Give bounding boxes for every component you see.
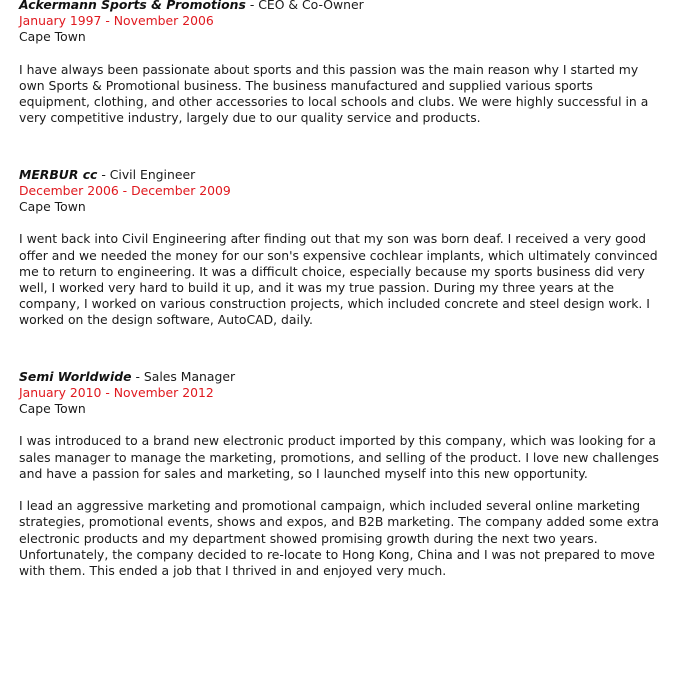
- job-entry-semi-worldwide: [19, 369, 659, 580]
- job-dates: January 1997 - November 2006: [19, 13, 214, 29]
- job-description: I went back into Civil Engineering after finding out that my son was born deaf. I received a very good offer and we needed the money for our son's expensive cochlear implants, which ultimately convinced me to return to engineering. It was a difficult choice, especially because my sports business did very well, I worked very hard to build it up, and it was my true passion. During my three years at the company, I worked on various construction projects, which included concrete and steel design work. I worked on the design software, AutoCAD, daily.: [19, 231, 658, 328]
- job-dates: December 2006 - December 2009: [19, 182, 231, 198]
- job-spacer: [19, 329, 659, 369]
- job-location: Cape Town: [19, 401, 86, 417]
- title-separator: -: [97, 166, 110, 182]
- job-location: Cape Town: [19, 29, 86, 45]
- job-title: Civil Engineer: [109, 166, 196, 182]
- job-description: I have always been passionate about sports and this passion was the main reason why I started my own Sports & Promotional business. The business manufactured and supplied various sports equipment, clothing, and other accessories to local schools and clubs. We were highly successful in a very competitive industry, largely due to our quality service and products.: [19, 61, 649, 126]
- job-title: CEO & Co-Owner: [258, 0, 364, 12]
- job-dates: January 2010 - November 2012: [19, 384, 214, 400]
- company-name: MERBUR cc: [19, 166, 98, 182]
- job-heading: [19, 167, 659, 183]
- job-spacer: [19, 127, 659, 167]
- title-separator: -: [131, 368, 144, 384]
- company-name: Semi Worldwide: [19, 368, 132, 384]
- job-description-continued: I lead an aggressive marketing and promotional campaign, which included several online marketing strategies, promotional events, shows and expos, and B2B marketing. The company added some extra electronic products and my department showed promising growth during the next two years. Unfortunately, the company decided to re-locate to Hong Kong, China and I was not prepared to move with them. This ended a job that I thrived in and enjoyed very much.: [19, 498, 659, 579]
- job-title: Sales Manager: [143, 368, 236, 384]
- job-entry-ackermann: [19, 0, 659, 127]
- title-separator: -: [245, 0, 259, 12]
- job-location: Cape Town: [19, 199, 86, 215]
- job-heading: [19, 369, 659, 385]
- company-name: Ackermann Sports & Promotions: [19, 0, 246, 12]
- job-description: I was introduced to a brand new electronic product imported by this company, which was looking for a sales manager to manage the marketing, promotions, and selling of the product. I love new challenges and have a passion for sales and marketing, so I launched myself into this new opportunity.: [19, 433, 659, 481]
- job-heading: [19, 0, 659, 13]
- job-entry-merbur: [19, 167, 659, 329]
